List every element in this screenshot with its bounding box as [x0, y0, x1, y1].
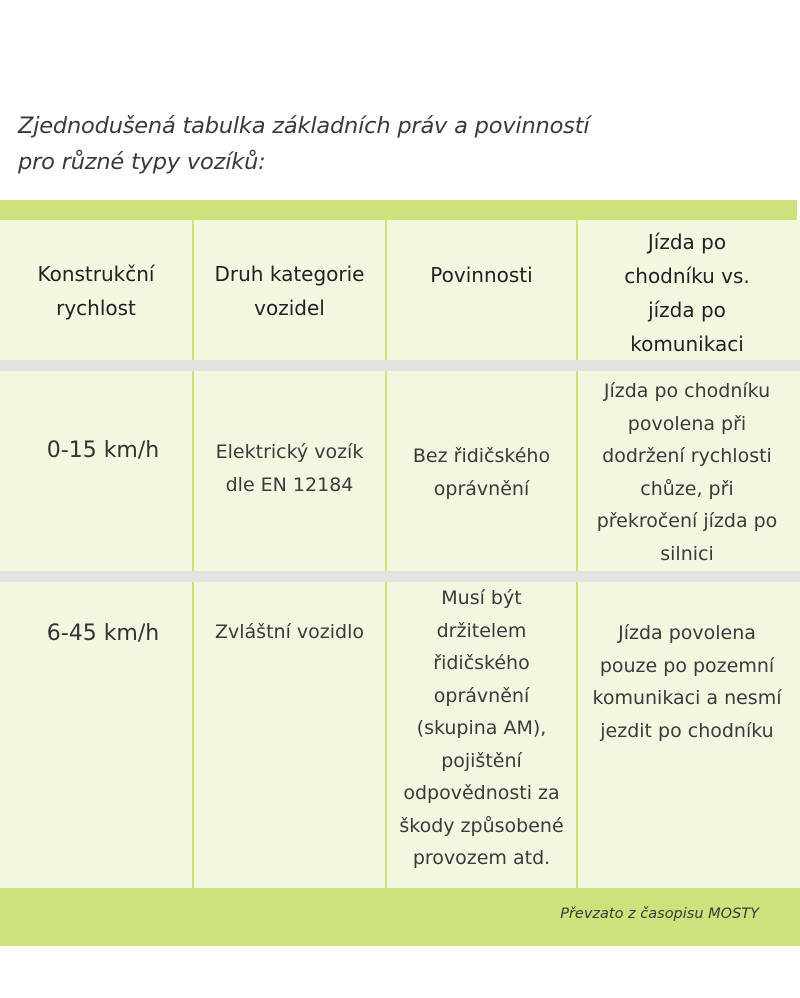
- title-line-1: Zjednodušená tabulka základních práv a povinností: [18, 113, 590, 139]
- row-2-speed: 6-45 km/h: [46, 621, 160, 646]
- row-1-obligations: Bez řidičského oprávnění: [412, 445, 551, 500]
- header-riding: Jízda po chodníku vs. jízda po komunikaci: [624, 230, 750, 356]
- row-1-category: Elektrický vozík dle EN 12184: [215, 441, 364, 496]
- row-1-speed: 0-15 km/h: [46, 438, 160, 463]
- row-separator-2: [0, 571, 800, 582]
- header-category: Druh kategorie vozidel: [214, 261, 365, 320]
- row-2-riding: Jízda povolena pouze po pozemní komunikaci a nesmí jezdit po chodníku: [592, 622, 782, 742]
- source-credit: Převzato z časopisu MOSTY: [560, 906, 759, 922]
- header-obligations: Povinnosti: [430, 263, 533, 287]
- title-line-2: pro různé typy vozíků:: [18, 149, 266, 175]
- row-separator-1: [0, 360, 800, 371]
- row-2-category: Zvláštní vozidlo: [215, 621, 364, 643]
- header-speed: Konstrukční rychlost: [37, 261, 155, 320]
- table-top-bar: [0, 200, 797, 220]
- page-title: [18, 108, 718, 180]
- row-2-obligations: Musí být držitelem řidičského oprávnění (skupina AM), pojištění odpovědnosti za škody způsobené provozem atd.: [399, 587, 564, 869]
- row-1-riding: Jízda po chodníku povolena při dodržení rychlosti chůze, při překročení jízda po silnici: [596, 380, 778, 565]
